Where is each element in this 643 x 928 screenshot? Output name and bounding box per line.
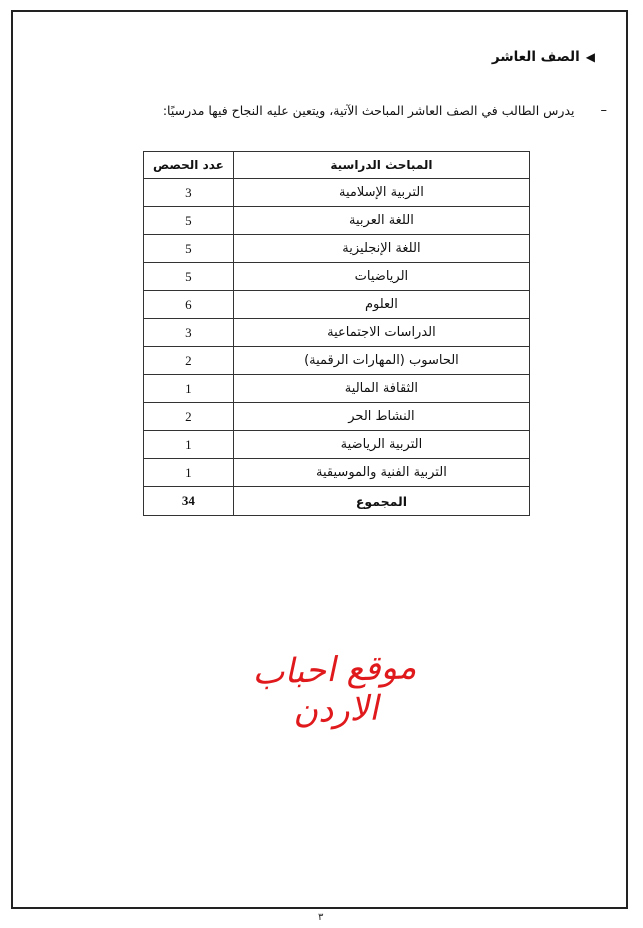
table-header-row: [144, 152, 530, 179]
count-cell: 5: [144, 263, 234, 291]
count-cell: 5: [144, 207, 234, 235]
subject-cell: التربية الفنية والموسيقية: [233, 459, 529, 487]
subject-cell: الحاسوب (المهارات الرقمية): [233, 347, 529, 375]
table-row: [144, 347, 530, 375]
intro-text: يدرس الطالب في الصف العاشر المباحث الآتية، ويتعين عليه النجاح فيها مدرسيًا:: [162, 103, 575, 118]
count-cell: 1: [144, 459, 234, 487]
count-cell: 1: [144, 431, 234, 459]
intro-paragraph: [147, 103, 607, 118]
count-cell: 2: [144, 347, 234, 375]
header-subject: المباحث الدراسية: [233, 152, 529, 179]
count-cell: 3: [144, 319, 234, 347]
subject-cell: الثقافة المالية: [233, 375, 529, 403]
total-label: المجموع: [233, 487, 529, 516]
total-count: 34: [144, 487, 234, 516]
subjects-table: [143, 151, 530, 516]
subject-cell: اللغة العربية: [233, 207, 529, 235]
subject-cell: الدراسات الاجتماعية: [233, 319, 529, 347]
count-cell: 2: [144, 403, 234, 431]
watermark-text: موقع احباب الاردن: [251, 647, 417, 732]
table-row: [144, 179, 530, 207]
subject-cell: النشاط الحر: [233, 403, 529, 431]
subject-cell: التربية الرياضية: [233, 431, 529, 459]
subject-cell: اللغة الإنجليزية: [233, 235, 529, 263]
count-cell: 3: [144, 179, 234, 207]
table-row: [144, 375, 530, 403]
subject-cell: الرياضيات: [233, 263, 529, 291]
table-row: [144, 235, 530, 263]
table-row: [144, 431, 530, 459]
count-cell: 1: [144, 375, 234, 403]
count-cell: 5: [144, 235, 234, 263]
page-number: ٣: [318, 912, 324, 923]
table-row: [144, 207, 530, 235]
subject-cell: العلوم: [233, 291, 529, 319]
triangle-left-icon: ◀: [585, 50, 595, 64]
table-row: [144, 403, 530, 431]
section-heading: [492, 49, 595, 65]
table-row: [144, 459, 530, 487]
table-total-row: [144, 487, 530, 516]
subject-cell: التربية الإسلامية: [233, 179, 529, 207]
intro-bullet: –: [600, 103, 607, 118]
table-row: [144, 319, 530, 347]
table-row: [144, 291, 530, 319]
header-count: عدد الحصص: [144, 152, 234, 179]
count-cell: 6: [144, 291, 234, 319]
section-title: الصف العاشر: [491, 49, 580, 65]
table-row: [144, 263, 530, 291]
